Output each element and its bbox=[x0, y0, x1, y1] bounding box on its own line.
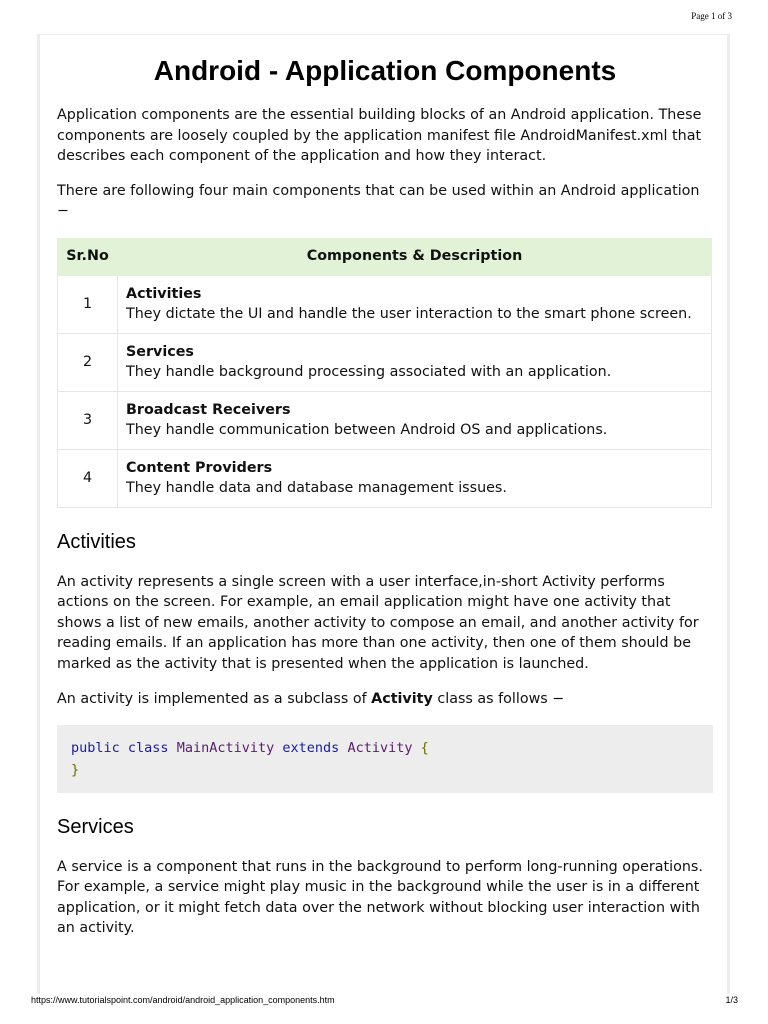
row-description bbox=[118, 391, 712, 449]
code-parent-class: Activity bbox=[347, 739, 413, 756]
row-number: 1 bbox=[58, 275, 118, 333]
page-title: Android - Application Components bbox=[153, 55, 617, 86]
footer-page-fraction: 1/3 bbox=[725, 995, 738, 1005]
row-number: 2 bbox=[58, 333, 118, 391]
component-name: Activities bbox=[126, 285, 202, 302]
services-paragraph: A service is a component that runs in the background to perform long-running operations. For example, a service might play music in the background while the user is in a different application, or it might fetch data over the network without blocking user interaction with an activity. bbox=[57, 858, 703, 936]
row-number: 4 bbox=[58, 449, 118, 507]
code-line-1 bbox=[71, 737, 699, 759]
table-row bbox=[58, 275, 712, 333]
row-description bbox=[118, 449, 712, 507]
code-keyword-class: class bbox=[127, 739, 169, 756]
component-desc: They handle data and database management issues. bbox=[126, 480, 507, 496]
component-desc: They handle communication between Android OS and applications. bbox=[126, 422, 608, 438]
footer-url: https://www.tutorialspoint.com/android/android_application_components.htm bbox=[31, 995, 335, 1005]
services-heading: Services bbox=[57, 815, 134, 838]
code-open-brace: { bbox=[420, 739, 429, 756]
table-row bbox=[58, 449, 712, 507]
table-row bbox=[58, 391, 712, 449]
code-block bbox=[57, 725, 713, 793]
activities-impl-paragraph bbox=[57, 689, 713, 710]
component-name: Content Providers bbox=[126, 459, 273, 476]
component-desc: They dictate the UI and handle the user interaction to the smart phone screen. bbox=[126, 306, 692, 322]
code-line-2 bbox=[71, 759, 699, 781]
row-number: 3 bbox=[58, 391, 118, 449]
component-name: Broadcast Receivers bbox=[126, 401, 291, 418]
code-keyword-extends: extends bbox=[282, 739, 340, 756]
intro-paragraph-1: Application components are the essential building blocks of an Android application. These components are loosely coupled by the application manifest file AndroidManifest.xml that describes each component of the application and how they interact. bbox=[57, 107, 702, 164]
activities-heading: Activities bbox=[57, 530, 136, 553]
intro-paragraph-2: There are following four main components that can be used within an Android application − bbox=[57, 182, 700, 219]
components-table bbox=[57, 238, 712, 508]
component-desc: They handle background processing associated with an application. bbox=[126, 364, 612, 380]
page-indicator: Page 1 of 3 bbox=[691, 11, 732, 21]
code-keyword-public: public bbox=[71, 739, 120, 756]
code-class-name: MainActivity bbox=[176, 739, 275, 756]
activities-paragraph: An activity represents a single screen with a user interface,in-short Activity performs actions on the screen. For example, an email application might have one activity that shows a list of new emails, another activity to compose an email, and another activity for reading emails. If an application has more than one activity, then one of them should be marked as the activity that is presented when the application is launched. bbox=[57, 573, 699, 672]
table-row bbox=[58, 333, 712, 391]
row-description bbox=[118, 333, 712, 391]
page-sheet bbox=[37, 34, 730, 994]
impl-prefix: An activity is implemented as a subclass of bbox=[57, 691, 372, 707]
impl-bold: Activity bbox=[371, 691, 433, 707]
row-description bbox=[118, 275, 712, 333]
code-close-brace: } bbox=[71, 761, 80, 778]
impl-suffix: class as follows − bbox=[432, 691, 565, 707]
component-name: Services bbox=[126, 343, 194, 360]
column-header-components: Components & Description bbox=[118, 238, 712, 275]
table-header-row bbox=[58, 238, 712, 275]
article-content bbox=[57, 35, 713, 939]
column-header-srno: Sr.No bbox=[58, 238, 118, 275]
